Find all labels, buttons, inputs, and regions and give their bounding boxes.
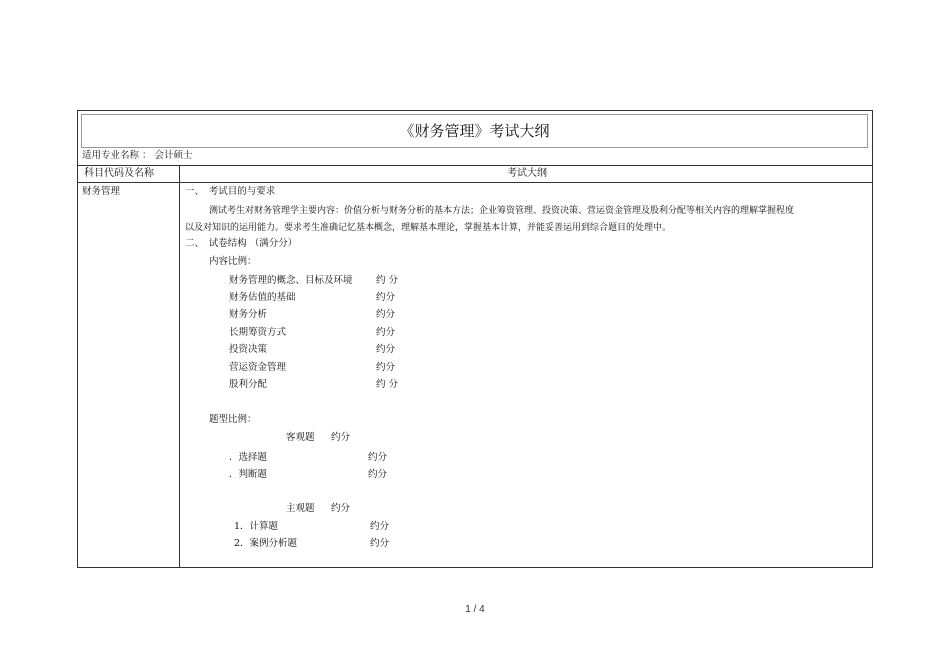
- divider: [78, 165, 872, 166]
- subjective-value: 约分: [331, 503, 351, 514]
- document-table: [77, 110, 873, 568]
- divider: [78, 182, 872, 183]
- subjective-item-name: 2．案例分析题: [234, 538, 298, 549]
- content-item-name: 财务管理的概念、目标及环境: [229, 275, 353, 286]
- column-divider: [179, 165, 180, 567]
- content-item-value: 约分: [376, 327, 396, 338]
- objective-value: 约分: [331, 432, 351, 443]
- content-item-value: 约分: [376, 362, 396, 373]
- objective-item-value: 约分: [368, 469, 388, 480]
- content-item-name: 投资决策: [229, 344, 268, 355]
- content-item-name: 长期筹资方式: [229, 327, 287, 338]
- content-item-value: 约分: [376, 309, 396, 320]
- content-item-value: 约分: [376, 344, 396, 355]
- subjective-item-value: 约分: [370, 521, 390, 532]
- section1-paragraph-line1: 测试考生对财务管理学主要内容：价值分析与财务分析的基本方法；企业筹资管理、投资决策、营运资金管理及股利分配等相关内容的理解掌握程度: [209, 206, 795, 216]
- content-item-value: 约分: [376, 292, 396, 303]
- objective-label: 客观题: [286, 432, 315, 443]
- header-subject-code: 科目代码及名称: [84, 168, 154, 179]
- objective-item-name: ．判断题: [229, 469, 268, 480]
- objective-item-name: ．选择题: [229, 452, 268, 463]
- question-type-label: 题型比例：: [209, 414, 257, 425]
- document-title: 《财务管理》考试大纲: [81, 114, 868, 148]
- section1-paragraph-line2: 以及对知识的运用能力。要求考生准确记忆基本概念，理解基本理论，掌握基本计算，并能妥善运用到综合题目的处理中。: [185, 223, 672, 233]
- content-item-name: 营运资金管理: [229, 362, 287, 373]
- content-item-name: 财务估值的基础: [229, 292, 296, 303]
- header-exam-outline: 考试大纲: [507, 168, 547, 179]
- content-ratio-label: 内容比例：: [209, 256, 257, 267]
- major-line: 适用专业名称 ： 会计硕士: [82, 150, 193, 161]
- subjective-item-name: 1．计算题: [234, 521, 279, 532]
- subjective-label: 主观题: [286, 503, 315, 514]
- section1-heading: 一、 考试目的与要求: [185, 186, 276, 197]
- content-item-value: 约 分: [376, 379, 399, 390]
- page-number: 1 / 4: [465, 604, 485, 615]
- objective-item-value: 约分: [368, 452, 388, 463]
- content-item-value: 约 分: [376, 275, 399, 286]
- subjective-item-value: 约分: [370, 538, 390, 549]
- content-item-name: 股利分配: [229, 379, 268, 390]
- content-item-name: 财务分析: [229, 309, 268, 320]
- section2-heading: 二、 试卷结构 （满分分）: [185, 238, 298, 249]
- subject-name: 财务管理: [82, 186, 121, 197]
